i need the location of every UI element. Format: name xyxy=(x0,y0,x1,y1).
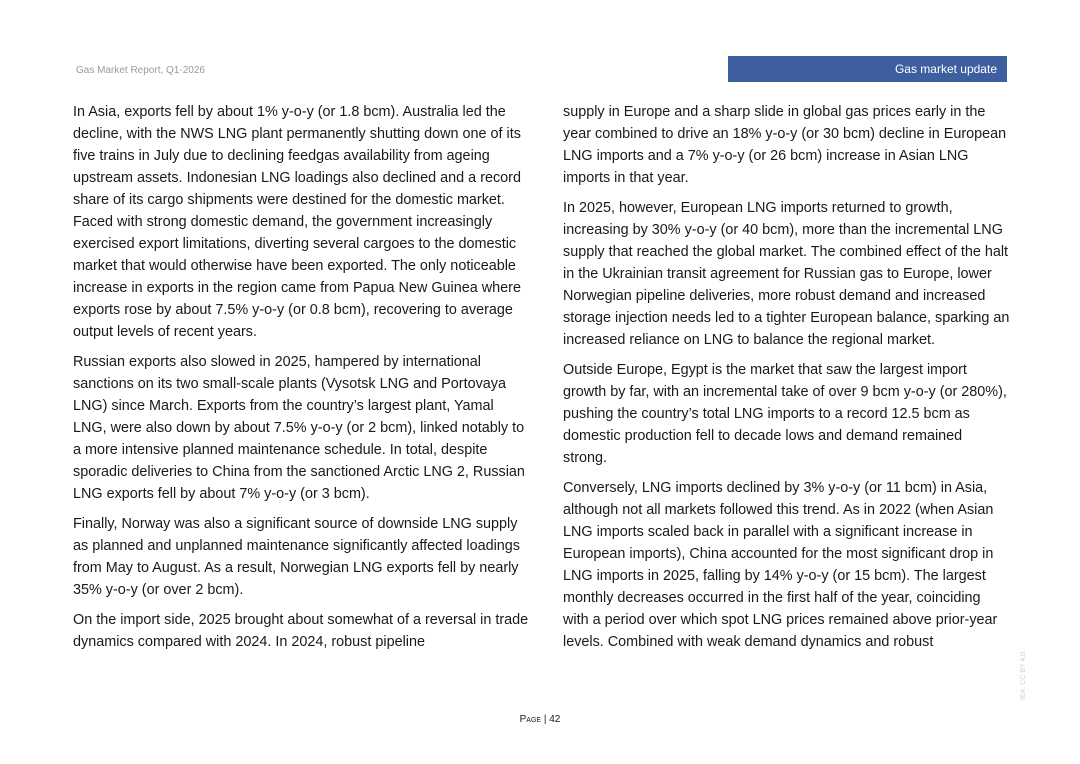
section-badge: Gas market update xyxy=(728,56,1007,82)
paragraph: On the import side, 2025 brought about somewhat of a reversal in trade dynamics compared with 2024. In 2024, robust pipeline xyxy=(73,612,529,650)
paragraph: Russian exports also slowed in 2025, hampered by international sanctions on its two small-scale plants (Vysotsk LNG and Portovaya LNG) since March. Exports from the country’s largest plant, Yamal LNG, were also down by about 7.5% y-o-y (or 2 bcm), linked notably to a more intensive planned maintenance schedule. In total, despite sporadic deliveries to China from the sanctioned Arctic LNG 2, Russian LNG exports fell by about 7% y-o-y (or 3 bcm). xyxy=(73,354,525,502)
paragraph: supply in Europe and a sharp slide in global gas prices early in the year combined to drive an 18% y-o-y (or 30 bcm) decline in European LNG imports and a 7% y-o-y (or 26 bcm) increase in Asian LNG imports in that year. xyxy=(563,104,1007,186)
paragraph: Conversely, LNG imports declined by 3% y-o-y (or 11 bcm) in Asia, although not all markets followed this trend. As in 2022 (when Asian LNG imports scaled back in parallel with a significant increase in European imports), China accounted for the most significant drop in LNG imports in 2025, falling by 14% y-o-y (or 15 bcm). The largest monthly decreases occurred in the first half of the year, coinciding with a period over which spot LNG prices remained above prior-year levels. Combined with weak demand dynamics and robust xyxy=(563,480,998,650)
paragraph: Outside Europe, Egypt is the market that saw the largest import growth by far, with an incremental take of over 9 bcm y-o-y (or 280%), pushing the country’s total LNG imports to a record 12.5 bcm as domestic production fell to decade lows and demand remained strong. xyxy=(563,362,1007,466)
paragraph: In Asia, exports fell by about 1% y-o-y (or 1.8 bcm). Australia led the decline, with the NWS LNG plant permanently shutting down one of its five trains in July due to declining feedgas availability from ageing upstream assets. Indonesian LNG loadings also declined and a record share of its cargo shipments were destined for the domestic market. Faced with strong domestic demand, the government increasingly exercised export limitations, diverting several cargoes to the domestic market that would otherwise have been exported. The only noticeable increase in exports in the region came from Papua New Guinea where exports rose by about 7.5% y-o-y (or 0.8 bcm), recovering to average output levels of recent years. xyxy=(73,104,521,340)
running-header: Gas Market Report, Q1-2026 xyxy=(76,65,205,76)
right-column xyxy=(563,101,1010,661)
license-note: IEA. CC BY 4.0. xyxy=(1020,649,1027,700)
paragraph: Finally, Norway was also a significant source of downside LNG supply as planned and unplanned maintenance significantly affected loadings from May to August. As a result, Norwegian LNG exports fell by nearly 35% y-o-y (or over 2 bcm). xyxy=(73,516,520,598)
page-number: Page | 42 xyxy=(519,714,561,725)
paragraph: In 2025, however, European LNG imports returned to growth, increasing by 30% y-o-y (or 40 bcm), more than the incremental LNG supply that reached the global market. The combined effect of the halt in the Ukrainian transit agreement for Russian gas to Europe, lower Norwegian pipeline deliveries, more robust demand and increased storage injection needs led to a tighter European balance, sparking an increased reliance on LNG to balance the regional market. xyxy=(563,200,1010,348)
left-column xyxy=(73,101,531,661)
